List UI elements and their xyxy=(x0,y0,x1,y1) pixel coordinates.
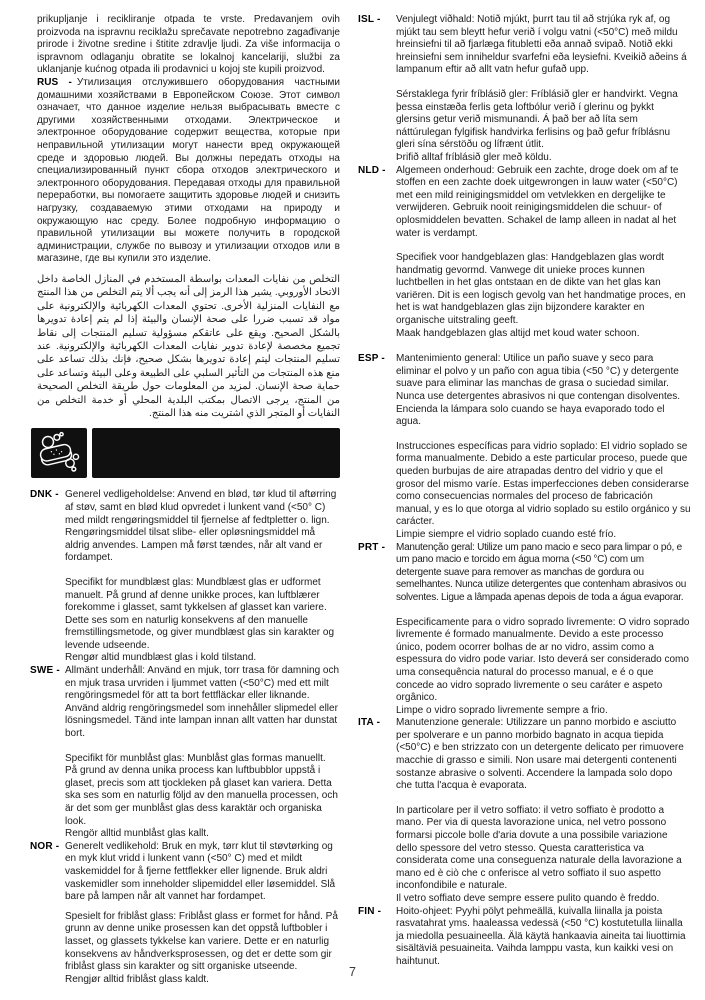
language-label-fin: FIN - xyxy=(358,905,382,917)
ita-paragraph-3: Il vetro soffiato deve sempre essere pulito quando è freddo. xyxy=(396,893,660,904)
black-banner xyxy=(92,428,340,478)
right-column xyxy=(358,14,691,969)
section-rus xyxy=(37,77,340,266)
language-label-dnk: DNK - xyxy=(30,489,59,501)
section-esp xyxy=(358,353,691,541)
isl-paragraph-2: Sérstaklega fyrir fríblásið gler: Fríblásið gler er handvirkt. Vegna þessa einstæða ferlis geta loftbólur verið í glerinu og þykkt glersins getur verið mismunandi. Á það ber að líta sem náttúrulegan fylgifisk handvirka ferlisins og það gefur fríblásnu gleri sína sérstöðu og lífrænt útlit. xyxy=(396,88,678,151)
prt-paragraph-3: Limpe o vidro soprado livremente sempre a frio. xyxy=(396,704,608,716)
dnk-paragraph-1: Generel vedligeholdelse: Anvend en blød, tør klud til aftørring af støv, samt en blød klud opvredet i lunkent vand (<50° C) med mildt rengøringsmiddel til fjernelse af fedtpletter o. lign. Rengøringsmiddel tilsat slibe- eller opløsningsmiddel må aldrig anvendes. Lampen må først tændes, når alt vand er fordampet. xyxy=(65,489,337,564)
language-label-swe: SWE - xyxy=(30,665,60,677)
nld-paragraph-3: Maak handgeblazen glas altijd met koud water schoon. xyxy=(396,327,640,339)
language-label-nor: NOR - xyxy=(30,840,60,852)
dnk-paragraph-2: Specifikt for mundblæst glas: Mundblæst glas er udformet manuelt. På grund af denne unikke proces, kan luftblærer forekomme i glasset, samt tykkelsen af glasset kan variere. Dette ses som en naturlig konsekvens af den manuelle fremstillingsmetode, og giver mundblæst glas sin karakter og levende udseende. xyxy=(65,576,335,651)
prt-paragraph-1: Manutenção geral: Utilize um pano macio e seco para limpar o pó, e um pano macio e torcido em água morna (<50 °C) com um detergente suave para remover as manchas de gordura ou semelhantes. Nunca utilize detergentes que contenham abrasivos ou solventes. Ligue a lâmpada apenas depois de toda a água evaporar. xyxy=(396,541,687,603)
section-swe xyxy=(30,665,340,841)
swe-paragraph-2: Specifikt för munblåst glas: Munblåst glas formas manuellt. På grund av denna unika process kan luftbubblor uppstå i glaset, precis som att tjockleken på glaset kan variera. Detta ska ses som en naturlig följd av den manuella processen, och är det som ger munblåst glas dess karaktär och organiska look. xyxy=(65,752,338,827)
language-label-prt: PRT - xyxy=(358,541,386,553)
isl-paragraph-3: Þrifið alltaf fríblásið gler með köldu. xyxy=(396,151,552,163)
nld-paragraph-2: Specifiek voor handgeblazen glas: Handgeblazen glas wordt handmatig gevormd. Vanwege dit unieke proces kunnen luchtbellen in het glas ontstaan en de dikte van het glas kan variëren. Dit is een logisch gevolg van het handmatige proces, en het is wat handgeblazen glas zijn bijzondere karakter en organische uitstraling geeft. xyxy=(396,252,686,327)
dnk-paragraph-3: Rengør altid mundblæst glas i kold tilstand. xyxy=(65,652,257,664)
language-label-esp: ESP - xyxy=(358,353,385,365)
ita-paragraph-2: In particolare per il vetro soffiato: il vetro soffiato è prodotto a mano. Per via di questa lavorazione unica, nel vetro possono formarsi piccole bolle d'aria dovute a una possibile variazione dello spessore del vetro stesso. Questa caratteristica va considerata come una conseguenza naturale della lavorazione a mano ed è ciò che c onferisce al vetro soffiato il suo aspetto inconfondibile e naturale. xyxy=(396,804,682,892)
language-label-isl: ISL - xyxy=(358,14,381,25)
page-number: 7 xyxy=(349,965,356,979)
left-column xyxy=(30,14,340,986)
care-graphic xyxy=(31,428,340,478)
esp-paragraph-2: Instrucciones específicas para vidrio soplado: El vidrio soplado se forma manualmente. Debido a este particular proceso, puede que queden burbujas de aire atrapadas dentro del vidrio y que el grosor del mismo varíe. Estas imperfecciones deben considerarse como consecuencias normales del proceso de fabricación manual, y es lo que otorga al vidrio soplado su estilo orgánico y su carácter. xyxy=(396,440,691,528)
nor-paragraph-1: Generelt vedlikehold: Bruk en myk, tørr klut til støvtørking og en myk klut vridd i lunkent vann (<50° C) med et mildt vaskemiddel for å fjerne fettflekker eller lignende. Bruk aldri vaskemidler som inneholder slipemiddel eller løsemiddel. Slå bare på lampen når alt vannet har fordampet. xyxy=(65,840,336,903)
section-prt xyxy=(358,542,691,718)
nor-paragraph-3: Rengjør alltid friblåst glass kaldt. xyxy=(65,973,209,985)
section-nld xyxy=(358,165,691,341)
nor-paragraph-2: Spesielt for friblåst glass: Friblåst glass er formet for hånd. På grunn av denne unike prosessen kan det oppstå luftbobler i lasset, og glassets tykkelse kan variere. Dette er en naturlig konsekvens av håndverksprosessen, og det er dette som gir friblåst glass sin karakter og sitt organiske utseende. xyxy=(65,910,338,973)
swe-paragraph-3: Rengör alltid munblåst glas kallt. xyxy=(65,828,209,840)
section-dnk xyxy=(30,489,340,665)
esp-paragraph-1: Mantenimiento general: Utilice un paño suave y seco para eliminar el polvo y un paño con agua tibia (<50 °C) y detergente suave para eliminar las manchas de grasa o suciedad similar. Nunca use detergentes abrasivos ni que contengan disolventes. Encienda la lámpara solo cuando se haya evaporado todo el agua. xyxy=(396,353,681,428)
nld-paragraph-1: Algemeen onderhoud: Gebruik een zachte, droge doek om af te stoffen en een zachte doek uitgewrongen in lauw water (<50°C) met een mild reinigingsmiddel om vetvlekken en dergelijke te verwijderen. Gebruik nooit reinigingsmiddelen die schuur- of oplosmiddelen bevatten. Schakel de lamp alleen in nadat al het water is verdampt. xyxy=(396,164,679,239)
sponge-icon xyxy=(31,428,87,478)
intro-paragraph: prikupljanje i recikliranje otpada te vrste. Predavanjem ovih proizvoda na ispravnu reciklažu sprečavate nepotrebno zagađivanje prirode i životne sredine i štitite zdravlje ljudi. Za više informacija o ispravnom odlaganju obratite se lokalnoj kancelariji, službi za uklanjanje kućnog otpada ili prodavnici u kojoj ste kupili proizvod. xyxy=(37,14,340,76)
language-label-nld: NLD - xyxy=(358,164,386,176)
section-arabic: التخلص من نفايات المعدات بواسطة المستخدم في المنازل الخاصة داخل الاتحاد الأوروبي. يشير هذا الرمز إلى أنه يجب ألا يتم التخلص من هذا المنتج مع النفايات المنزلية الأخرى. تحتوي المعدات الكهربائية والإلكترونية على مواد قد تسبب ضررا على صحة الإنسان والبيئة إذا لم يتم إعادة تدويرها بالشكل الصحيح. ويقع على عاتقكم مسؤولية تسليم المنتجات إلى نقاط تجميع مخصصة لإعادة تدوير نفايات المعدات الكهربائية والإلكترونية. عند تسليم المنتجات ليتم إعادة تدويرها بشكل صحيح، فإنك بذلك تساعد على منع هذه المنتجات من التأثير السلبي على الطبيعة وعلى البيئة وتساعد على حماية صحة الإنسان. لمزيد من المعلومات حول طريقة التخلص الصحيحة من المنتج، يرجى الاتصال بمكتب البلدية المحلي أو خدمة التخلص من النفايات أو المتجر الذي اشتريت منه هذا المنتج. xyxy=(37,273,340,419)
section-fin xyxy=(358,906,691,969)
prt-paragraph-2: Especificamente para o vidro soprado livremente: O vidro soprado livremente é formado manualmente. Devido a este processo único, podem ocorrer bolhas de ar no vidro, assim como a espessura do vidro pode variar. Isto deverá ser considerado como uma consequência natural do processo manual, e é o que concede ao vidro soprado livremente o seu caráter e aspeto orgânico. xyxy=(396,616,690,704)
isl-paragraph-1: Venjulegt viðhald: Notið mjúkt, þurrt tau til að strjúka ryk af, og mjúkt tau sem bleytt hefur verið í volgu vatni (<50°C) með mildu hreinsiefni til að fjarlæga fitubletti eða annað svipað. Notið ekki hreinsiefni sem inniheldur svarfefni eða leysiefni. Kveikið aðeins á lampanum eftir að allt vatn hefur gufað upp. xyxy=(396,14,687,76)
section-isl xyxy=(358,14,691,165)
rus-text: Утилизация отслужившего оборудования частными домашними хозяйствами в Европейском Союзе. Этот символ означает, что данное изделие нельзя выбрасывать вместе с другими хозяйственными отходами. Электрическое и электронное оборудование содержит вещества, которые при неправильной утилизации могут нанести вред окружающей среде и здоровью людей. Вы должны передать отходы на специализированный пункт сбора отходов электрического и электронного оборудования. Передавая отходы для правильной переработки, вы помогаете защитить здоровье людей и снизить нагрузку, создаваемую этими отходами на природу и окружающую нас среду. Более подробную информацию о правильной утилизации вы можете получить в городской администрации, службе по вывозу и утилизации отходов или в магазине, где вы купили это изделие. xyxy=(37,76,340,265)
language-label-ita: ITA - xyxy=(358,717,381,729)
section-ita xyxy=(358,717,691,905)
language-label-rus: RUS - xyxy=(37,76,72,88)
swe-paragraph-1: Allmänt underhåll: Använd en mjuk, torr trasa för damning och en mjuk trasa urvriden i ljummet vatten (<50°C) med ett milt rengöringsmedel för att ta bort fettfläckar eller liknande. Använd aldrig rengöringsmedel som innehåller slipmedel eller lösningsmedel. Tänd inte lampan innan allt vatten har dunstat bort. xyxy=(65,665,340,740)
ita-paragraph-1: Manutenzione generale: Utilizzare un panno morbido e asciutto per spolverare e un panno morbido bagnato in acqua tiepida (<50°C) e ben strizzato con un detergente delicato per rimuovere macchie di grasso e simili. Non usare mai detergenti contenenti sostanze abrasive o solventi. Accendere la lampada solo dopo che tutta l'acqua è evaporata. xyxy=(396,717,684,792)
fin-paragraph-1: Hoito-ohjeet: Pyyhi pölyt pehmeällä, kuivalla liinalla ja poista rasvatahrat yms. haaleassa vedessä (<50 °C) kostutetulla liinalla ja miedolla pesuaineella. Älä käytä hankaavia aineita tai liuottimia sisältäviä pesuaineita. Vaihda lamppu vasta, kun kaikki vesi on haihtunut. xyxy=(396,905,686,967)
section-nor xyxy=(30,841,340,987)
esp-paragraph-3: Limpie siempre el vidrio soplado cuando esté frío. xyxy=(396,528,617,540)
